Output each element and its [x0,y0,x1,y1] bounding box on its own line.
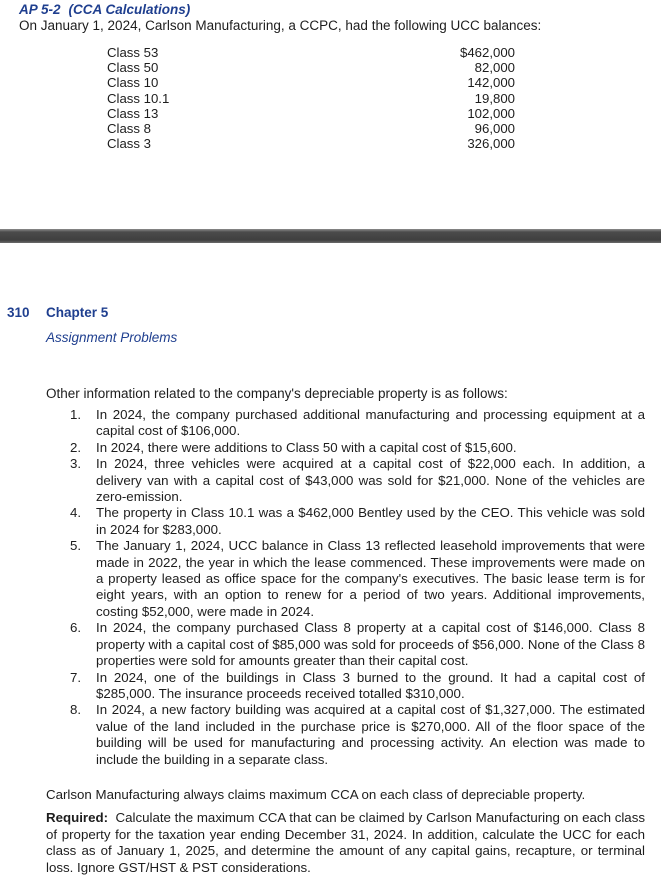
list-item [70,440,645,456]
class-label: Class 3 [107,136,151,152]
list-item [70,670,645,703]
ucc-balance-table [107,45,515,151]
page-break-divider [0,229,661,243]
list-item [70,456,645,505]
class-balance: 142,000 [467,75,515,91]
item-text: In 2024, there were additions to Class 50 with a capital cost of $15,600. [96,439,517,455]
required-paragraph [46,810,645,876]
page-number: 310 [7,305,30,320]
item-number: 7. [70,669,82,685]
list-item [70,538,645,620]
ucc-row [107,75,515,90]
ucc-row [107,121,515,136]
class-label: Class 50 [107,60,159,76]
ucc-row [107,106,515,121]
required-label: Required: [46,810,109,825]
chapter-title: Chapter 5 [46,305,109,320]
problem-heading [19,2,190,17]
item-number: 4. [70,505,82,521]
class-balance: 82,000 [474,60,515,76]
ucc-row [107,136,515,151]
class-balance: 326,000 [467,136,515,152]
required-text: Calculate the maximum CCA that can be claimed by Carlson Manufacturing on each class of property for the taxation year ending December 31, 2024. In addition, calculate the UCC for each class as of January 1, 2025, and determine the amount of any capital gains, recapture, or terminal loss. Ignore GST/HST & PST considerations. [46,810,645,875]
ucc-row [107,45,515,60]
item-text: In 2024, one of the buildings in Class 3 burned to the ground. It had a capital cost of $285,000. The insurance proceeds received totalled $310,000. [96,669,645,701]
list-item [70,505,645,538]
item-text: The property in Class 10.1 was a $462,000 Bentley used by the CEO. This vehicle was sold in 2024 for $283,000. [96,505,645,537]
class-label: Class 10.1 [107,90,170,106]
ucc-row [107,60,515,75]
item-text: In 2024, three vehicles were acquired at a capital cost of $22,000 each. In addition, a delivery van with a capital cost of $43,000 was sold for $21,000. None of the vehicles are zero-emission. [96,456,645,505]
other-info-intro: Other information related to the company's depreciable property is as follows: [46,386,508,401]
class-balance: $462,000 [459,45,515,60]
class-balance: 96,000 [474,120,515,136]
info-list [70,407,645,768]
item-number: 1. [70,407,82,422]
section-subtitle: Assignment Problems [46,330,178,345]
class-label: Class 53 [107,45,159,60]
class-label: Class 10 [107,75,159,91]
class-label: Class 8 [107,120,151,136]
class-balance: 102,000 [467,105,515,121]
class-balance: 19,800 [474,90,515,106]
item-text: The January 1, 2024, UCC balance in Class 13 reflected leasehold improvements that were made in 2022, the year in which the lease commenced. These improvements were made on a property leased as office space for the company's executives. The basic lease term is for eight years, with an option to renew for a period of two years. Additional improvements, costing $52,000, were made in 2024. [96,538,645,619]
list-item [70,407,645,440]
item-text: In 2024, the company purchased Class 8 property at a capital cost of $146,000. Class 8 property with a capital cost of $85,000 was sold for proceeds of $56,000. None of the Class 8 properties were sold for amounts greater than their capital cost. [96,620,645,669]
item-number: 3. [70,456,82,472]
item-number: 5. [70,538,82,554]
item-text: In 2024, a new factory building was acquired at a capital cost of $1,327,000. The estimated value of the land included in the purchase price is $270,000. All of the floor space of the building will be used for manufacturing and processing activity. An election was made to include the building in a separate class. [96,702,645,767]
ucc-row [107,91,515,106]
item-number: 2. [70,439,82,455]
item-number: 6. [70,620,82,636]
item-text: In 2024, the company purchased additional manufacturing and processing equipment at a capital cost of $106,000. [96,407,645,439]
problem-title: (CCA Calculations) [68,2,191,17]
problem-id: AP 5-2 [19,2,61,17]
list-item [70,620,645,669]
class-label: Class 13 [107,105,159,121]
problem-intro: On January 1, 2024, Carlson Manufacturing, a CCPC, had the following UCC balances: [19,18,542,33]
list-item [70,702,645,768]
item-number: 8. [70,702,82,718]
cca-policy-statement: Carlson Manufacturing always claims maximum CCA on each class of depreciable property. [46,787,586,802]
